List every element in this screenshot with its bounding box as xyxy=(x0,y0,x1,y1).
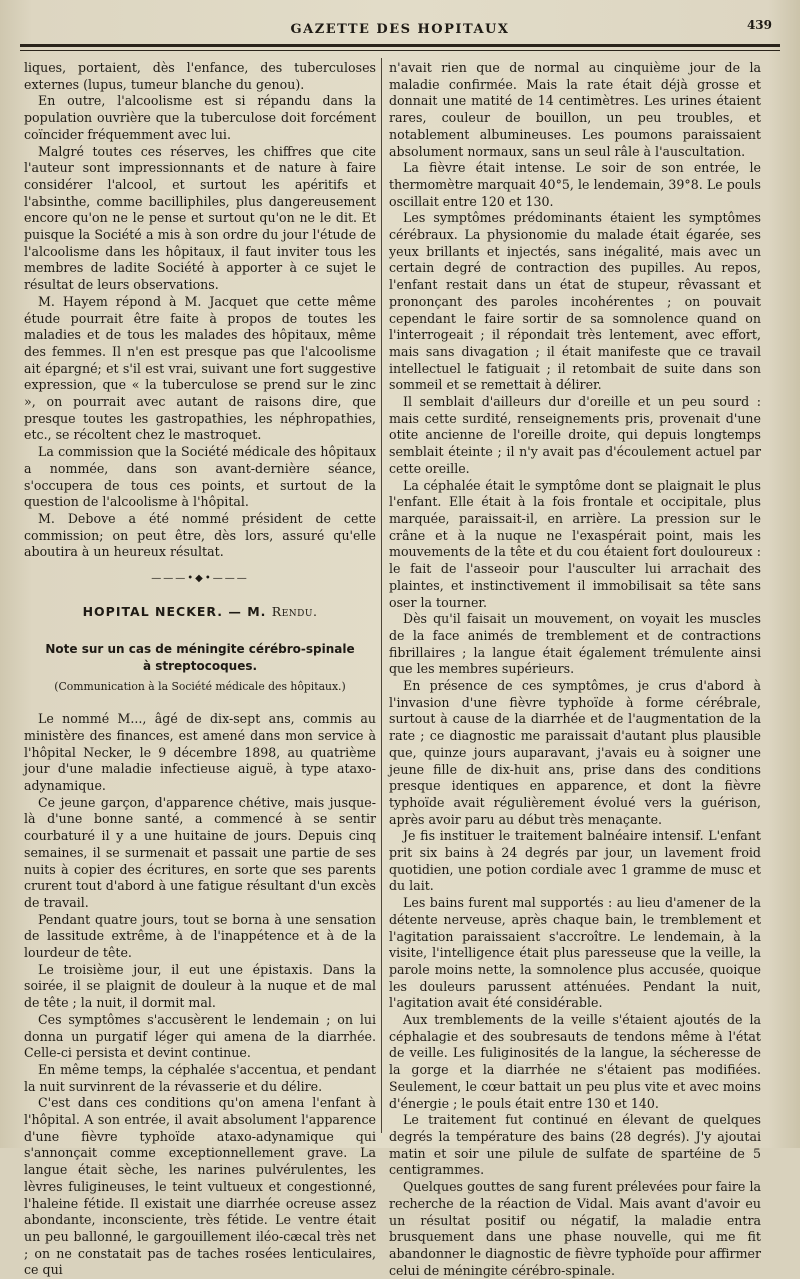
heading-author: Rendu. xyxy=(271,603,318,619)
paragraph: M. Hayem répond à M. Jacquet que cette même étude pourrait être faite à propos de toutes les maladies et de tous les malades des hôpitaux, même des femmes. Il n'en est presque pas que l'alcoolisme ait épargné; et s'il est vrai, suivant une fort suggestive expression, que « la tuberculose se prend sur le zinc », on pourrait avec autant de raisons dire, que presque toutes les gastropathies, les néphropathies, etc., se récoltent chez le mastroquet. xyxy=(24,293,376,443)
paragraph: En même temps, la céphalée s'accentua, et pendant la nuit survinrent de la révasserie et du délire. xyxy=(24,1061,376,1094)
paragraph: Aux tremblements de la veille s'étaient ajoutés de la céphalagie et des soubresauts de tendons même à l'état de veille. Les fuliginosités de la langue, la sécheresse de la gorge et la diarrhée ne s'étaient pas modifiées. Seulement, le cœur battait un peu plus vite et avec moins d'énergie ; le pouls était entre 130 et 140. xyxy=(389,1012,761,1111)
paragraph: Le nommé M..., âgé de dix-sept ans, commis au ministère des finances, est amené dans mon service à l'hôpital Necker, le 9 décembre 1898, au quatrième jour d'une maladie infectieuse aiguë, à type ataxo-adynamique. xyxy=(24,711,376,794)
left-column xyxy=(24,60,376,1279)
right-column xyxy=(389,60,761,1279)
page-header-title: GAZETTE DES HOPITAUX xyxy=(290,22,510,37)
paragraph: C'est dans ces conditions qu'on amena l'enfant à l'hôpital. A son entrée, il avait absolument l'apparence d'une fièvre typhoïde ataxo-adynamique qui s'annonçait comme exceptionnellement grave. La langue était sèche, les narines pulvérulentes, les lèvres fuligineuses, le teint vultueux et congestionné, l'haleine fétide. Il existait une diarrhée ocreuse assez abondante, inconsciente, très fétide. Le ventre était un peu ballonné, le gargouillement iléo-cæcal très net ; on ne constatait pas de taches rosées lenticulaires, ce qui xyxy=(24,1095,376,1278)
paragraph: En présence de ces symptômes, je crus d'abord à l'invasion d'une fièvre typhoïde à forme cérébrale, surtout à cause de la diarrhée et de l'augmentation de la rate ; ce diagnostic me paraissait d'autant plus plausible que, quinze jours auparavant, j'avais eu à soigner une jeune fille de dix-huit ans, prise dans des conditions presque identiques en apparence, et dont la fièvre typhoïde avait régulièrement évolué vers la guérison, après avoir paru au début très menaçante. xyxy=(389,678,761,827)
heading-dash: — M. xyxy=(223,603,272,619)
column-divider xyxy=(381,58,382,1133)
paragraph: La céphalée était le symptôme dont se plaignait le plus l'enfant. Elle était à la fois frontale et occipitale, plus marquée, paraissait-il, en arrière. La pression sur le crâne et à la nuque ne l'exaspérait point, mais les mouvements de la tête et du cou étaient fort douloureux : le fait de l'asseoir pour l'ausculter lui arrachait des plaintes, et instinctivement il immobilisait sa tête sans oser la tourner. xyxy=(389,477,761,610)
paragraph: Les bains furent mal supportés : au lieu d'amener de la détente nerveuse, après chaque bain, le tremblement et l'agitation paraissaient s'accroître. Le lendemain, à la visite, l'intelligence était plus paresseuse que la veille, la parole moins nette, la somnolence plus accusée, quoique les douleurs parussent atténuées. Pendant la nuit, l'agitation avait été considérable. xyxy=(389,895,761,1011)
paragraph: Pendant quatre jours, tout se borna à une sensation de lassitude extrême, à de l'inappétence et à de la lourdeur de tête. xyxy=(24,911,376,961)
communication-note: (Communication à la Société médicale des hôpitaux.) xyxy=(54,679,346,693)
header-rule-thin xyxy=(20,50,780,51)
paragraph: liques, portaient, dès l'enfance, des tuberculoses externes (lupus, tumeur blanche du genou). xyxy=(24,60,376,92)
paragraph: M. Debove a été nommé président de cette commission; on peut être, dès lors, assuré qu'elle aboutira à un heureux résultat. xyxy=(24,510,376,560)
paragraph: Dès qu'il faisait un mouvement, on voyait les muscles de la face animés de tremblement et de contractions fibrillaires ; la langue était également trémulente ainsi que les membres supérieurs. xyxy=(389,611,761,677)
section-ornament: ———•◆•——— xyxy=(151,573,249,585)
paragraph: En outre, l'alcoolisme est si répandu dans la population ouvrière que la tuberculose doit forcément coïncider fréquemment avec lui. xyxy=(24,93,376,142)
paragraph: Malgré toutes ces réserves, les chiffres que cite l'auteur sont impressionnants et de nature à faire considérer l'alcool, et surtout les apéritifs et l'absinthe, comme bacilliphiles, plus dangereusement encore qu'on ne le pense et surtout qu'on ne le dit. Et puisque la Société a mis à son ordre du jour l'étude de l'alcoolisme dans les hôpitaux, il faut inviter tous les membres de ladite Société à apporter à ce sujet le résultat de leurs observations. xyxy=(24,143,376,293)
header-rule-thick xyxy=(20,44,780,47)
paragraph: Il semblait d'ailleurs dur d'oreille et un peu sourd : mais cette surdité, renseignements pris, provenait d'une otite ancienne de l'oreille droite, qui depuis longtemps semblait éteinte ; il n'y avait pas d'écoulement actuel par cette oreille. xyxy=(389,394,761,476)
hospital-name: HOPITAL NECKER. xyxy=(82,603,224,619)
paragraph: Ces symptômes s'accusèrent le lendemain ; on lui donna un purgatif léger qui amena de la diarrhée. Celle-ci persista et devint continue. xyxy=(24,1011,376,1061)
paragraph: n'avait rien que de normal au cinquième jour de la maladie confirmée. Mais la rate était déjà grosse et donnait une matité de 14 centimètres. Les urines étaient rares, couleur de bouillon, un peu troubles, et notablement albumineuses. Les poumons paraissaient absolument normaux, sans un seul râle à l'auscultation. xyxy=(389,60,761,159)
paragraph: Je fis instituer le traitement balnéaire intensif. L'enfant prit six bains à 24 degrés par jour, un lavement froid quotidien, une potion cordiale avec 1 gramme de musc et du lait. xyxy=(389,828,761,894)
article-title-line: à streptocoques. xyxy=(142,658,258,673)
page-number: 439 xyxy=(746,18,772,32)
paragraph: Ce jeune garçon, d'apparence chétive, mais jusque-là d'une bonne santé, a commencé à se sentir courbaturé il y a une huitaine de jours. Depuis cinq semaines, il se surmenait et passait une partie de ses nuits à copier des écritures, en sorte que ses parents crurent tout d'abord à une fatigue résultant d'un excès de travail. xyxy=(24,794,376,910)
paragraph: Le traitement fut continué en élevant de quelques degrés la température des bains (28 degrés). J'y ajoutai matin et soir une pilule de sulfate de spartéine de 5 centigrammes. xyxy=(389,1112,761,1178)
paragraph: Le troisième jour, il eut une épistaxis. Dans la soirée, il se plaignit de douleur à la nuque et de mal de tête ; la nuit, il dormit mal. xyxy=(24,961,376,1011)
paragraph: Les symptômes prédominants étaient les symptômes cérébraux. La physionomie du malade était égarée, ses yeux brillants et injectés, sans inégalité, mais avec un certain degré de contraction des pupilles. Au repos, l'enfant restait dans un état de stupeur, rêvassant et prononçant des paroles incohérentes ; on pouvait cependant le faire sortir de sa somnolence quand on l'interrogeait ; il répondait très lentement, avec effort, mais sans divagation ; il était manifeste que ce travail intellectuel le fatiguait ; il retombait de suite dans son sommeil et se remettait à délirer. xyxy=(389,210,761,393)
paragraph: La commission que la Société médicale des hôpitaux a nommée, dans son avant-dernière séance, s'occupera de tous ces points, et surtout de la question de l'alcoolisme à l'hôpital. xyxy=(24,444,376,510)
paragraph: Quelques gouttes de sang furent prélevées pour faire la recherche de la réaction de Vidal. Mais avant d'avoir eu un résultat positif ou négatif, la maladie entra brusquement dans une phase nouvelle, qui me fit abandonner le diagnostic de fièvre typhoïde pour affirmer celui de méningite cérébro-spinale. xyxy=(389,1179,761,1278)
paragraph: La fièvre était intense. Le soir de son entrée, le thermomètre marquait 40°5, le lendemain, 39°8. Le pouls oscillait entre 120 et 130. xyxy=(389,160,761,209)
article-title xyxy=(24,641,376,675)
article-title-line: Note sur un cas de méningite cérébro-spinale xyxy=(45,641,355,656)
section-heading xyxy=(24,604,376,621)
